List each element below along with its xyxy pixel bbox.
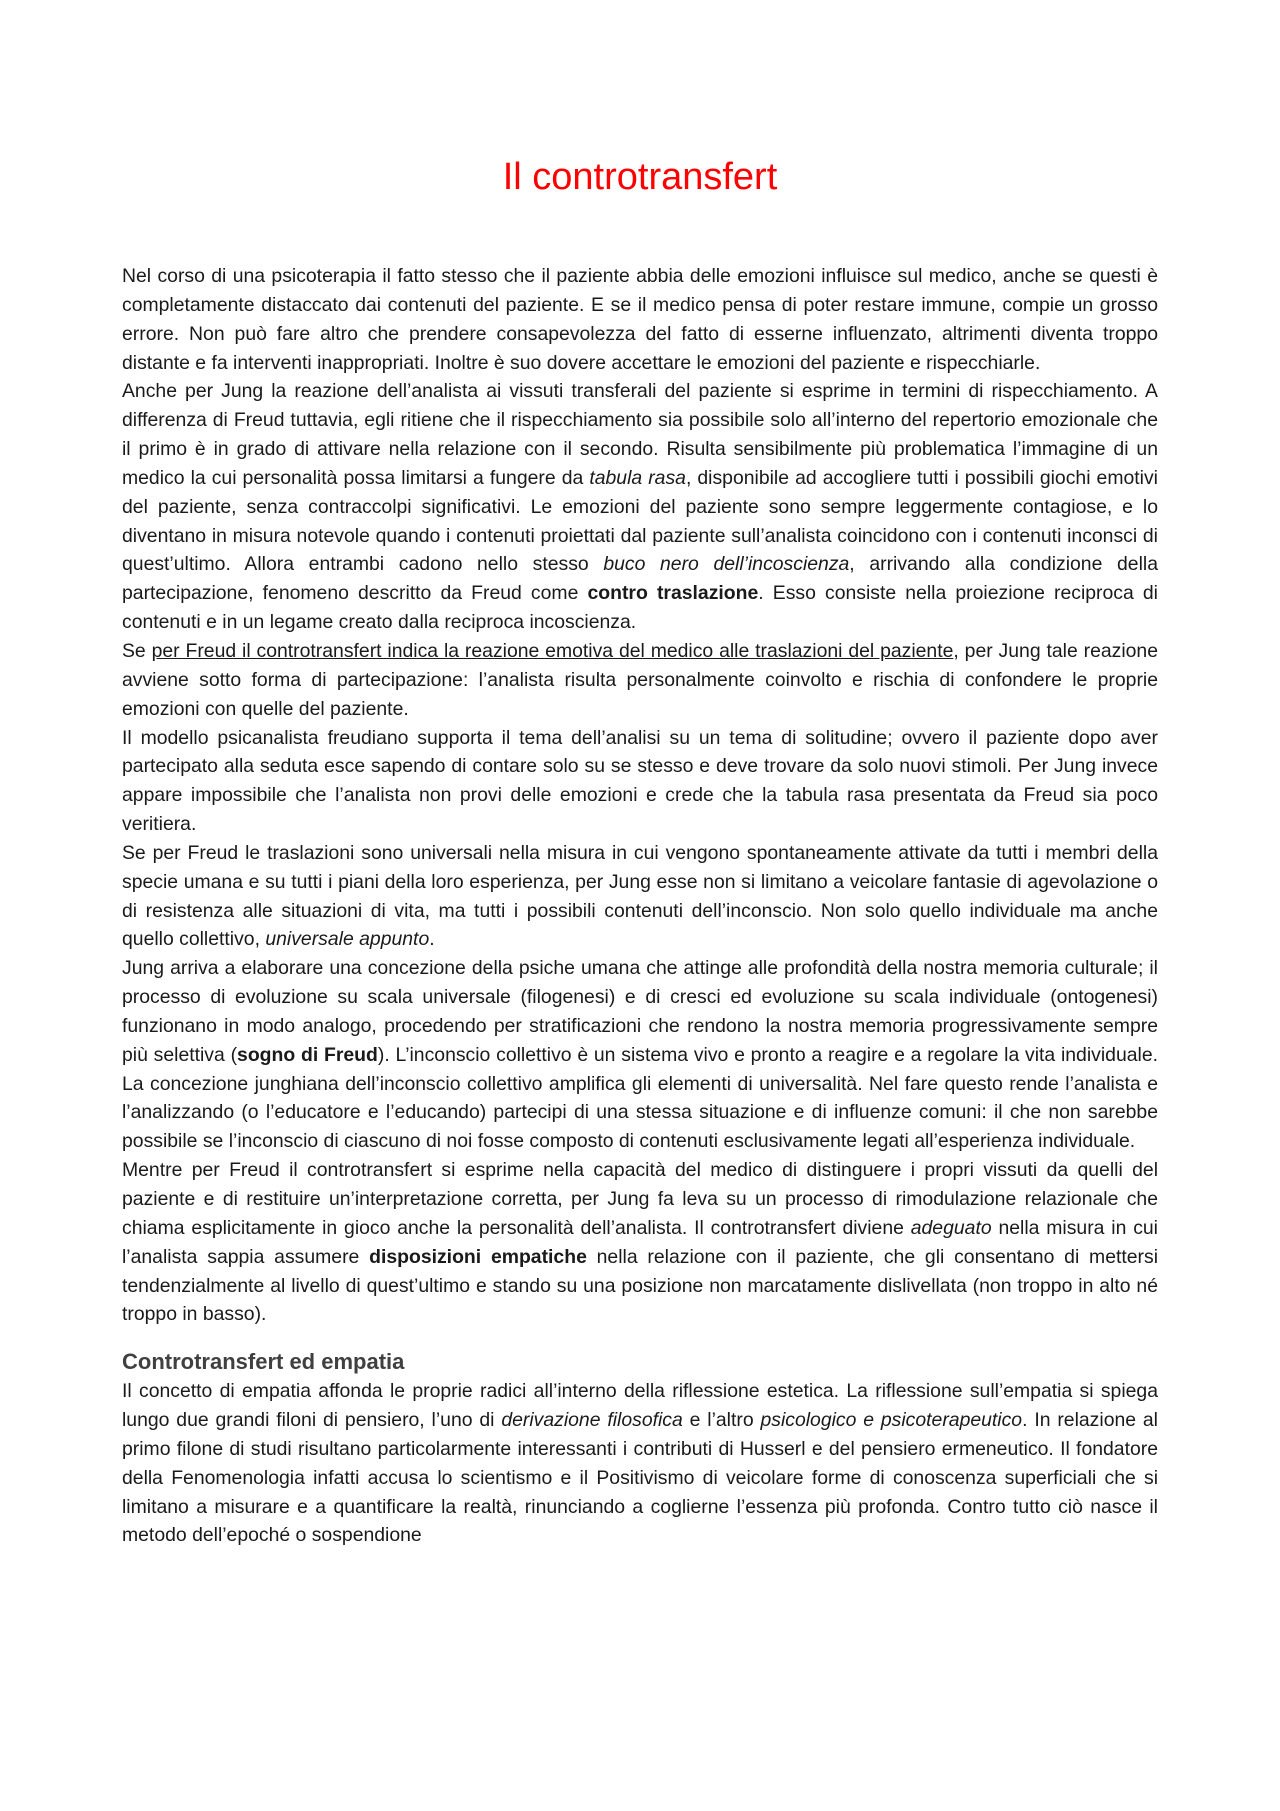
paragraph-8 [122,1377,1158,1550]
paragraph-5-italic-universale: universale appunto [265,928,430,951]
paragraph-2 [122,377,1158,637]
paragraph-6 [122,954,1158,1156]
paragraph-2-text-a: Anche per Jung la reazione dell’analista ai vissuti transferali del paziente si esprime in termini di rispecchiamento. A differenza di Freud tuttavia, egli ritiene che il rispecchiamento sia possibile solo all’interno del repertorio emozionale che il primo è in grado di attivare nella relazione con il secondo. Risulta sensibilmente più problematica l’immagine di un medico la cui personalità possa limitarsi a fungere da [122,380,1158,489]
paragraph-4: Il modello psicanalista freudiano supporta il tema dell’analisi su un tema di solitudine; ovvero il paziente dopo aver partecipato alla seduta esce sapendo di contare solo su se stesso e deve trovare da solo nuovi stimoli. Per Jung invece appare impossibile che l’analista non provi delle emozioni e crede che la tabula rasa presentata da Freud sia poco veritiera. [122,726,1158,836]
paragraph-6-text-b: ). L’inconscio collettivo è un sistema vivo e pronto a reagire e a regolare la vita individuale. La concezione junghiana dell’inconscio collettivo amplifica gli elementi di universalità. Nel fare questo rende l’analista e l’analizzando (o l’educatore e l’educando) partecipi di una stessa situazione e di influenze comuni: il che non sarebbe possibile se l’inconscio di ciascuno di noi fosse composto di contenuti esclusivamente legati all’esperienza individuale. [122,1043,1158,1153]
paragraph-7-text-c: nella relazione con il paziente, che gli consentano di mettersi tendenzialmente al livello di quest’ultimo e stando su una posizione non marcatamente dislivellata (non troppo in alto né troppo in basso). [122,1245,1158,1326]
paragraph-7 [122,1156,1158,1329]
paragraph-7-text-b: nella misura in cui l’analista sappia assumere [122,1216,1158,1268]
paragraph-2-text-c: , arrivando alla condizione della partecipazione, fenomeno descritto da Freud come [122,553,1158,605]
paragraph-7-text-a: Mentre per Freud il controtransfert si esprime nella capacità del medico di distinguere i propri vissuti da quelli del paziente e di restituire un’interpretazione corretta, per Jung fa leva su un processo di rimodulazione relazionale che chiama esplicitamente in gioco anche la personalità dell’analista. Il controtransfert diviene [122,1159,1158,1239]
paragraph-8-text-c: . In relazione al primo filone di studi risultano particolarmente interessanti i contributi di Husserl e del pensiero ermeneutico. Il fondatore della Fenomenologia infatti accusa lo scientismo e il Positivismo di veicolare forme di conoscenza superficiali che si limitano a misurare e a quantificare la realtà, rinunciando a coglierne l’essenza più profonda. Contro tutto ciò nasce il metodo dell’epoché o sospendione [122,1409,1158,1547]
paragraph-6-text-a: Jung arriva a elaborare una concezione della psiche umana che attinge alle profondità della nostra memoria culturale; il processo di evoluzione su scala universale (filogenesi) e di cresci ed evoluzione su scala individuale (ontogenesi) funzionano in modo analogo, procedendo per stratificazioni che rendono la nostra memoria progressivamente sempre più selettiva ( [122,957,1158,1066]
paragraph-5-text-b: . [429,928,435,951]
paragraph-5-text-a: Se per Freud le traslazioni sono universali nella misura in cui vengono spontaneamente attivate da tutti i membri della specie umana e su tutti i piani della loro esperienza, per Jung esse non si limitano a veicolare fantasie di agevolazione o di resistenza alle situazioni di vita, ma tutti i possibili contenuti dell’inconscio. Non solo quello individuale ma anche quello collettivo, [122,841,1158,951]
paragraph-8-text-a: Il concetto di empatia affonda le proprie radici all’interno della riflessione estetica. La riflessione sull’empatia si spiega lungo due grandi filoni di pensiero, l’uno di [122,1380,1158,1432]
paragraph-1: Nel corso di una psicoterapia il fatto stesso che il paziente abbia delle emozioni influisce sul medico, anche se questi è completamente distaccato dai contenuti del paziente. E se il medico pensa di poter restare immune, compie un grosso errore. Non può fare altro che prendere consapevolezza del fatto di esserne influenzato, altrimenti diventa troppo distante e fa interventi inappropriati. Inoltre è suo dovere accettare le emozioni del paziente e rispecchiarle. [122,265,1158,374]
paragraph-6-bold-sogno: sogno di Freud [237,1043,378,1066]
paragraph-3-text-b: , per Jung tale reazione avviene sotto forma di partecipazione: l’analista risulta personalmente coinvolto e rischia di confondere le proprie emozioni con quelle del paziente. [122,639,1159,720]
section-heading: Controtransfert ed empatia [122,1349,405,1375]
paragraph-2-bold-contro-traslazione: contro traslazione [587,582,759,605]
paragraph-7-bold-disposizioni: disposizioni empatiche [369,1245,587,1268]
paragraph-2-text-d: . Esso consiste nella proiezione reciproca di contenuti e in un legame creato dalla reciproca incoscienza. [122,582,1158,634]
paragraph-3-underlined: per Freud il controtransfert indica la reazione emotiva del medico alle traslazioni del paziente [151,639,954,662]
paragraph-3-text-a: Se [122,639,152,662]
paragraph-5 [122,839,1158,954]
paragraph-2-italic-buco-nero: buco nero dell’incoscienza [603,553,850,576]
paragraph-2-italic-tabula-rasa: tabula rasa [589,466,686,489]
paragraph-8-text-b: e l’altro [682,1409,761,1432]
paragraph-7-italic-adeguato: adeguato [910,1216,992,1239]
paragraph-2-text-b: , disponibile ad accogliere tutti i possibili giochi emotivi del paziente, senza contraccolpi significativi. Le emozioni del paziente sono sempre leggermente contagiose, e lo diventano in misura notevole quando i contenuti proiettati dal paziente sull’analista coincidono con i contenuti inconsci di quest’ultimo. Allora entrambi cadono nello stesso [122,466,1158,576]
document-body [122,262,1158,1550]
paragraph-3 [122,637,1158,724]
paragraph-8-italic-psicologico: psicologico e psicoterapeutico [760,1409,1023,1432]
page-title: Il controtransfert [502,156,778,198]
paragraph-8-italic-filosofica: derivazione filosofica [501,1409,683,1432]
